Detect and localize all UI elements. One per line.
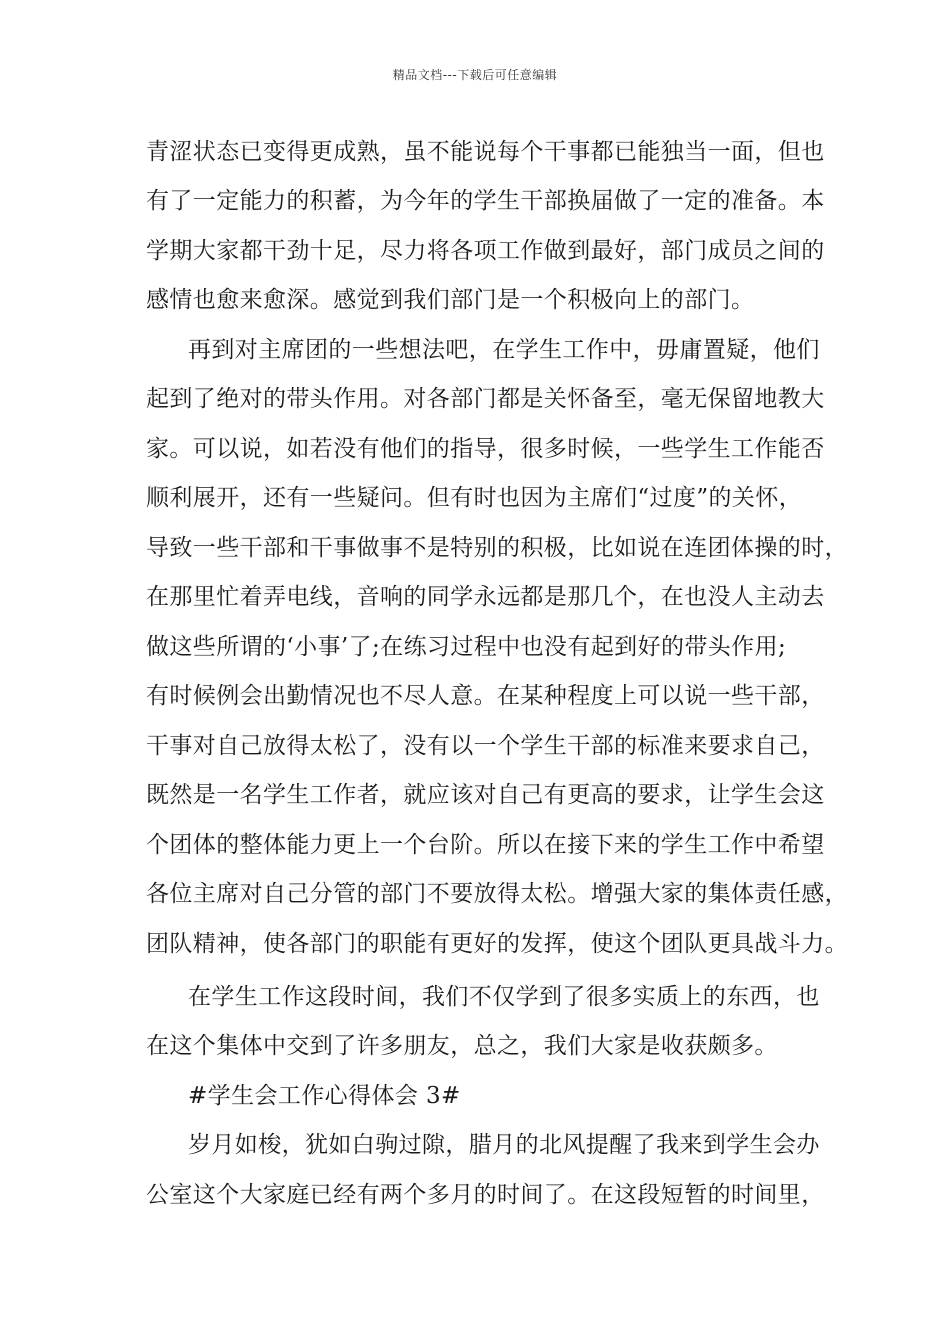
text-line: 各位主席对自己分管的部门不要放得太松。增强大家的集体责任感， [146,881,848,907]
text-line: 导致一些干部和干事做事不是特别的积极，比如说在连团体操的时， [146,535,848,561]
paragraph-start-line: 在学生工作这段时间，我们不仅学到了很多实质上的东西，也 [188,984,820,1010]
text-line: 青涩状态已变得更成熟，虽不能说每个干事都已能独当一面，但也 [146,139,825,165]
text-line: 学期大家都干劲十足，尽力将各项工作做到最好，部门成员之间的 [146,238,825,264]
paragraph-start-line: 岁月如梭，犹如白驹过隙，腊月的北风提醒了我来到学生会办 [188,1132,820,1158]
text-line: 做这些所谓的‘小事’了;在练习过程中也没有起到好的带头作用; [146,634,787,660]
text-line: 感情也愈来愈深。感觉到我们部门是一个积极向上的部门。 [146,287,755,313]
text-line: 在那里忙着弄电线，音响的同学永远都是那几个，在也没人主动去 [146,584,825,610]
section-heading: #学生会工作心得体会 3# [188,1083,461,1109]
text-line: 家。可以说，如若没有他们的指导，很多时候，一些学生工作能否 [146,436,825,462]
text-line: 有时候例会出勤情况也不尽人意。在某种程度上可以说一些干部， [146,683,825,709]
text-line: 个团体的整体能力更上一个台阶。所以在接下来的学生工作中希望 [146,832,825,858]
page-header: 精品文档---下载后可任意编辑 [392,68,558,82]
text-line: 顺利展开，还有一些疑问。但有时也因为主席们“过度”的关怀， [146,485,803,511]
text-line: 在这个集体中交到了许多朋友，总之，我们大家是收获颇多。 [146,1033,778,1059]
text-line: 起到了绝对的带头作用。对各部门都是关怀备至，毫无保留地教大 [146,386,825,412]
text-line: 干事对自己放得太松了，没有以一个学生干部的标准来要求自己， [146,733,825,759]
text-line: 既然是一名学生工作者，就应该对自己有更高的要求，让学生会这 [146,782,825,808]
paragraph-start-line: 再到对主席团的一些想法吧，在学生工作中，毋庸置疑，他们 [188,337,820,363]
text-line: 公室这个大家庭已经有两个多月的时间了。在这段短暂的时间里， [146,1182,825,1208]
text-line: 有了一定能力的积蓄，为今年的学生干部换届做了一定的准备。本 [146,188,825,214]
text-line: 团队精神，使各部门的职能有更好的发挥，使这个团队更具战斗力。 [146,931,848,957]
